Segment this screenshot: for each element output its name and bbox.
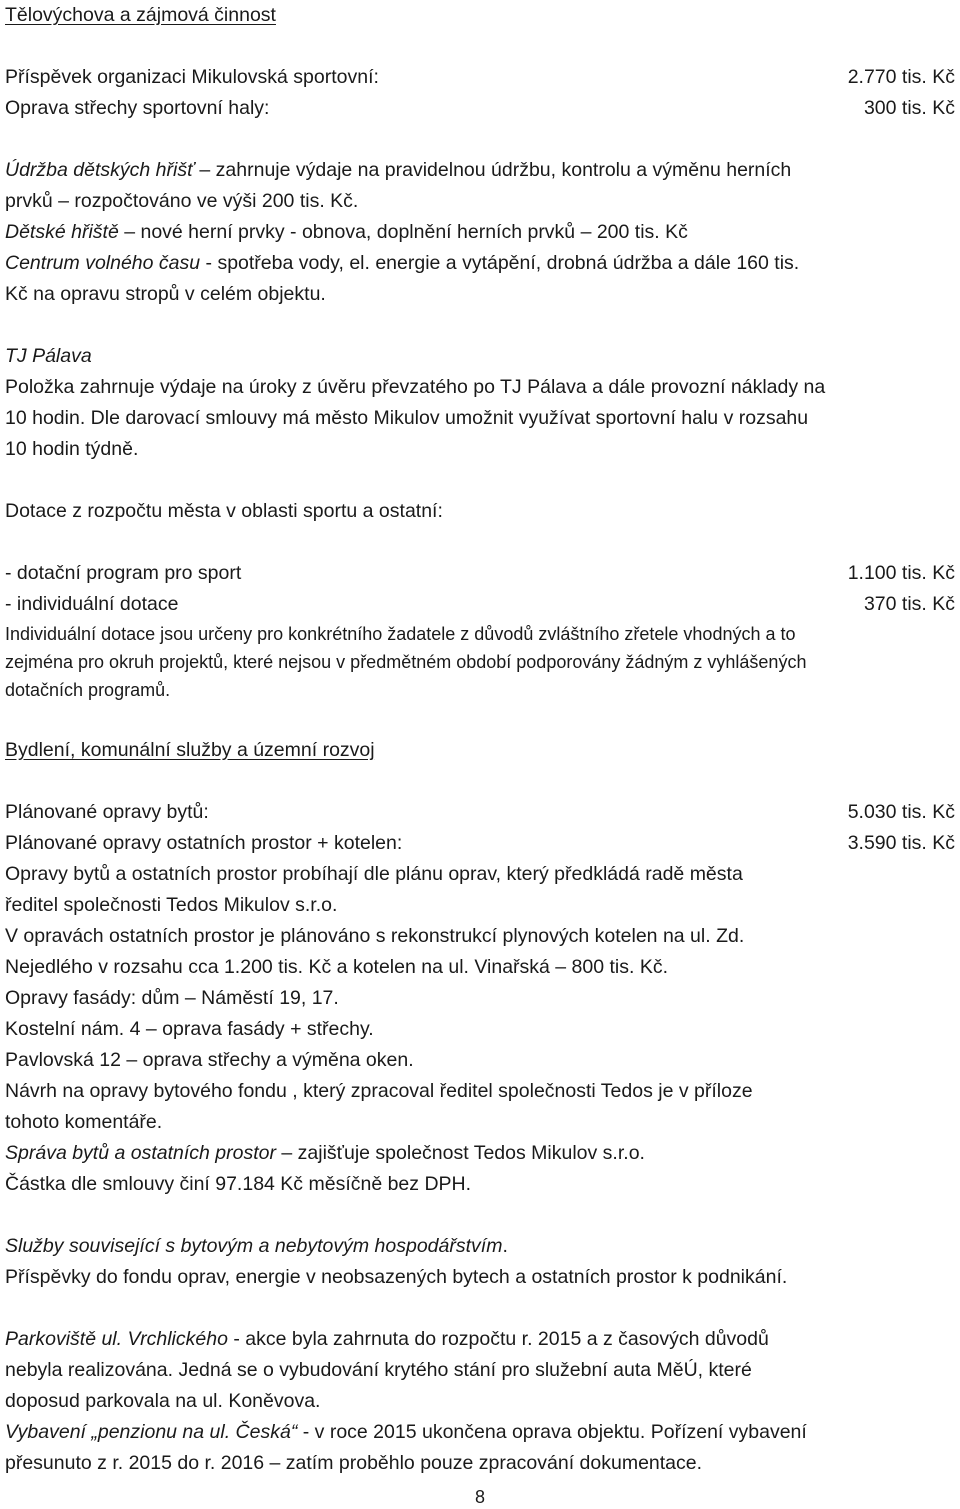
- row-amount: 2.770 tis. Kč: [847, 66, 955, 88]
- paragraph-line: přesunuto z r. 2015 do r. 2016 – zatím proběhlo pouze zpracování dokumentace.: [5, 1452, 703, 1474]
- paragraph-line: Kostelní nám. 4 – oprava fasády + střechy.: [5, 1018, 374, 1040]
- paragraph-line: Dětské hřiště – nové herní prvky - obnova, doplnění herních prvků – 200 tis. Kč: [5, 221, 688, 243]
- paragraph-line: prvků – rozpočtováno ve výši 200 tis. Kč.: [5, 190, 359, 212]
- paragraph-line: Kč na opravu stropů v celém objektu.: [5, 283, 326, 305]
- row-amount: 3.590 tis. Kč: [847, 832, 955, 854]
- paragraph-line: Centrum volného času - spotřeba vody, el. energie a vytápění, drobná údržba a dále 160 tis.: [5, 252, 800, 274]
- row-label: Oprava střechy sportovní haly:: [5, 97, 270, 119]
- budget-row-sport-contribution: [5, 62, 955, 93]
- paragraph-line: doposud parkovala na ul. Koněvova.: [5, 1390, 321, 1412]
- paragraph-line: Vybavení „penzionu na ul. Česká“ - v roce 2015 ukončena oprava objektu. Pořízení vybavení: [5, 1421, 807, 1443]
- subheading-tj-palava: TJ Pálava: [5, 345, 92, 367]
- paragraph-line: Opravy bytů a ostatních prostor probíhají dle plánu oprav, který předkládá radě města: [5, 863, 743, 885]
- row-amount: 1.100 tis. Kč: [847, 562, 955, 584]
- paragraph-line: tohoto komentáře.: [5, 1111, 163, 1133]
- paragraph-line: Příspěvky do fondu oprav, energie v neobsazených bytech a ostatních prostor k podnikání.: [5, 1266, 788, 1288]
- paragraph-line: Položka zahrnuje výdaje na úroky z úvěru převzatého po TJ Pálava a dále provozní náklady na: [5, 376, 826, 398]
- paragraph-line: 10 hodin. Dle darovací smlouvy má město Mikulov umožnit využívat sportovní halu v rozsahu: [5, 407, 809, 429]
- row-label: Příspěvek organizaci Mikulovská sportovní:: [5, 66, 379, 88]
- document-page: [5, 0, 955, 1479]
- paragraph-line: Návrh na opravy bytového fondu , který zpracoval ředitel společnosti Tedos je v příloze: [5, 1080, 753, 1102]
- paragraph-line: Nejedlého v rozsahu cca 1.200 tis. Kč a kotelen na ul. Vinařská – 800 tis. Kč.: [5, 956, 669, 978]
- paragraph-line: V opravách ostatních prostor je plánováno s rekonstrukcí plynových kotelen na ul. Zd.: [5, 925, 745, 947]
- row-amount: 5.030 tis. Kč: [847, 801, 955, 823]
- paragraph-line: Služby související s bytovým a nebytovým hospodářstvím.: [5, 1235, 508, 1257]
- paragraph-line: nebyla realizována. Jedná se o vybudování krytého stání pro služební auta MěÚ, které: [5, 1359, 752, 1381]
- paragraph-line: Údržba dětských hřišť – zahrnuje výdaje na pravidelnou údržbu, kontrolu a výměnu herních: [5, 159, 792, 181]
- subheading-grants: Dotace z rozpočtu města v oblasti sportu a ostatní:: [5, 500, 443, 522]
- row-label: - individuální dotace: [5, 593, 179, 615]
- row-amount: 370 tis. Kč: [863, 593, 955, 615]
- section-heading-sport: Tělovýchova a zájmová činnost: [5, 4, 276, 26]
- row-amount: 300 tis. Kč: [863, 97, 955, 119]
- paragraph-line: Částka dle smlouvy činí 97.184 Kč měsíčně bez DPH.: [5, 1173, 472, 1195]
- section-heading-housing: Bydlení, komunální služby a územní rozvoj: [5, 739, 375, 761]
- paragraph-line: Parkoviště ul. Vrchlického - akce byla zahrnuta do rozpočtu r. 2015 a z časových důvodů: [5, 1328, 769, 1350]
- paragraph-line: Opravy fasády: dům – Náměstí 19, 17.: [5, 987, 339, 1009]
- paragraph-line: Individuální dotace jsou určeny pro konkrétního žadatele z důvodů zvláštního zřetele vhodných a to: [5, 624, 796, 644]
- budget-row-individual-grant: [5, 589, 955, 620]
- paragraph-line: dotačních programů.: [5, 680, 171, 700]
- page-number: 8: [474, 1487, 485, 1507]
- budget-row-roof-repair: [5, 93, 955, 124]
- paragraph-line: Pavlovská 12 – oprava střechy a výměna oken.: [5, 1049, 414, 1071]
- budget-row-flat-repairs: [5, 797, 955, 828]
- budget-row-sport-grant: [5, 558, 955, 589]
- row-label: Plánované opravy bytů:: [5, 801, 209, 823]
- budget-row-other-repairs: [5, 828, 955, 859]
- row-label: Plánované opravy ostatních prostor + kotelen:: [5, 832, 403, 854]
- row-label: - dotační program pro sport: [5, 562, 242, 584]
- paragraph-line: 10 hodin týdně.: [5, 438, 139, 460]
- paragraph-line: zejména pro okruh projektů, které nejsou v předmětném období podporovány žádným z vyhlášených: [5, 652, 807, 672]
- paragraph-line: ředitel společnosti Tedos Mikulov s.r.o.: [5, 894, 338, 916]
- paragraph-line: Správa bytů a ostatních prostor – zajišťuje společnost Tedos Mikulov s.r.o.: [5, 1142, 645, 1164]
